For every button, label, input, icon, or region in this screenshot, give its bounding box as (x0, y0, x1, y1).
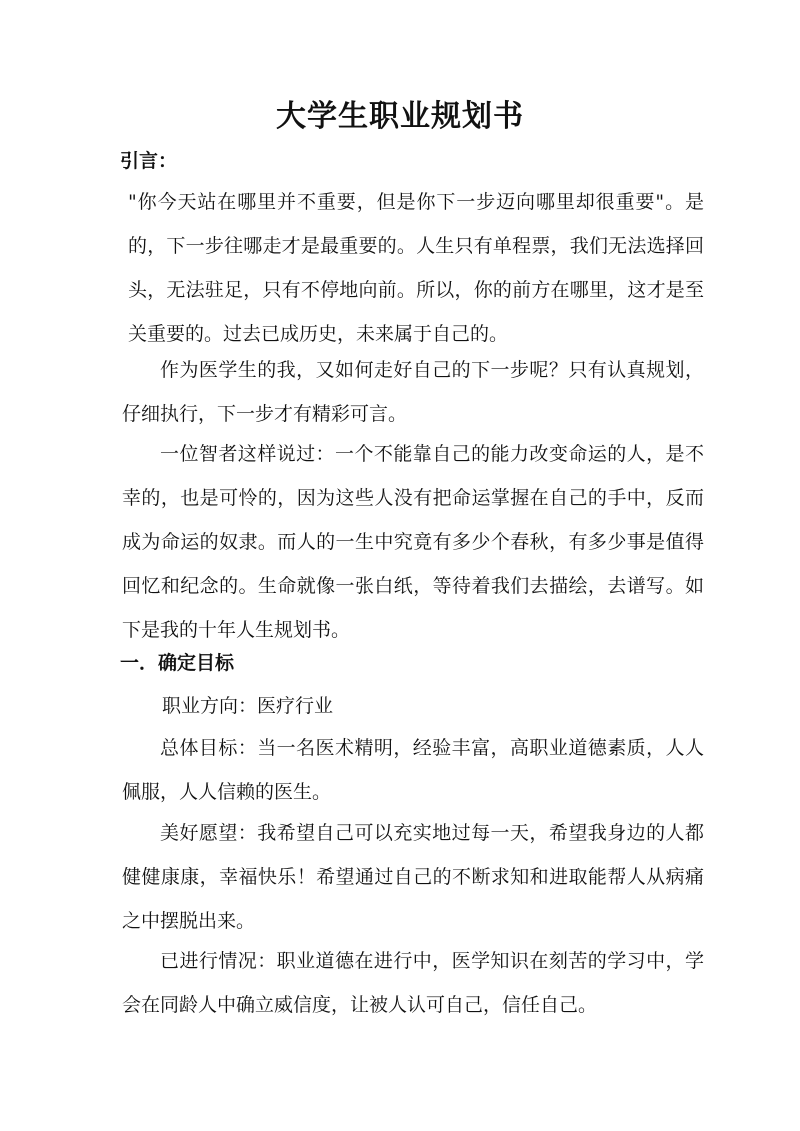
overall-goal: 总体目标：当一名医术精明，经验丰富，高职业道德素质，人人佩服，人人信赖的医生。 (122, 737, 704, 803)
career-direction: 职业方向：医疗行业 (162, 695, 334, 717)
document-title: 大学生职业规划书 (276, 99, 524, 134)
section-1-heading: 一．确定目标 (120, 652, 235, 674)
intro-heading: 引言： (120, 150, 178, 172)
paragraph-wise-man: 一位智者这样说过：一个不能靠自己的能力改变命运的人，是不幸的，也是可怜的，因为这些人没有把命运掌握在自己的手中，反而成为命运的奴隶。而人的一生中究竟有多少个春秋，有多少事是值得回忆和纪念的。生命就像一张白纸，等待着我们去描绘，去谱写。如下是我的十年人生规划书。 (122, 443, 704, 641)
quote-paragraph: "你今天站在哪里并不重要，但是你下一步迈向哪里却很重要"。是的，下一步往哪走才是最重要的。人生只有单程票，我们无法选择回头，无法驻足，只有不停地向前。所以，你的前方在哪里，这才是至关重要的。过去已成历史，未来属于自己的。 (128, 191, 704, 345)
wish-paragraph: 美好愿望：我希望自己可以充实地过每一天，希望我身边的人都健健康康，幸福快乐！希望通过自己的不断求知和进取能帮人从病痛之中摆脱出来。 (122, 822, 704, 932)
paragraph-medical-student: 作为医学生的我，又如何走好自己的下一步呢？只有认真规划，仔细执行，下一步才有精彩可言。 (122, 359, 704, 425)
progress-paragraph: 已进行情况：职业道德在进行中，医学知识在刻苦的学习中，学会在同龄人中确立威信度，让被人认可自己，信任自己。 (122, 950, 704, 1016)
